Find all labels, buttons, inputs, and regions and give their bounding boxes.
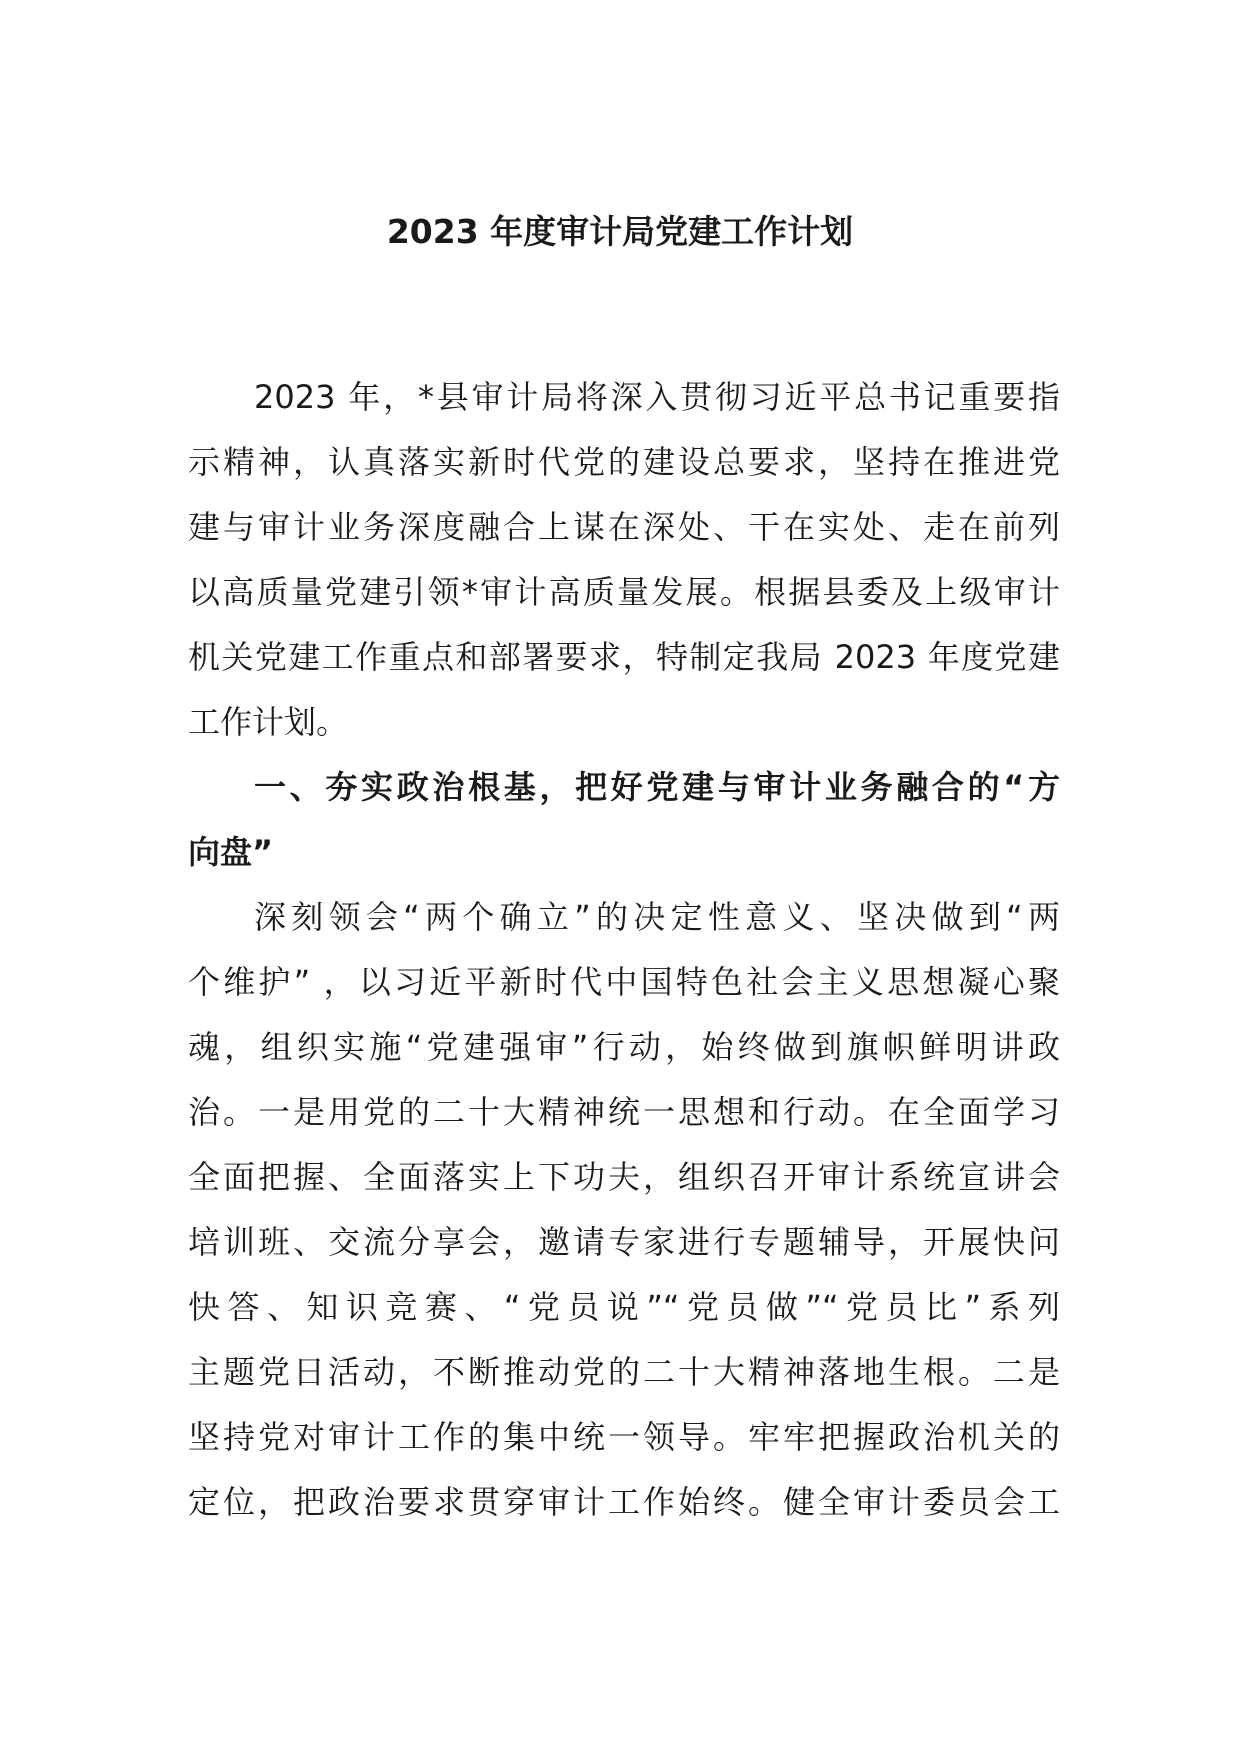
paragraph-line: 深刻领会“两个确立”的决定性意义、坚决做到“两 bbox=[254, 898, 1060, 936]
paragraph-line: 个维护” ，以习近平新时代中国特色社会主义思想凝心聚 bbox=[188, 963, 1060, 1001]
paragraph-line: 建与审计业务深度融合上谋在深处、干在实处、走在前列 bbox=[188, 508, 1060, 546]
section-heading-line: 一、夯实政治根基，把好党建与审计业务融合的“方 bbox=[254, 768, 1060, 806]
paragraph-line: 2023 年，*县审计局将深入贯彻习近平总书记重要指 bbox=[254, 378, 1060, 416]
paragraph-line: 主题党日活动，不断推动党的二十大精神落地生根。二是 bbox=[188, 1353, 1060, 1391]
paragraph-line: 魂，组织实施“党建强审”行动，始终做到旗帜鲜明讲政 bbox=[188, 1028, 1060, 1066]
paragraph-line: 全面把握、全面落实上下功夫，组织召开审计系统宣讲会 bbox=[188, 1158, 1060, 1196]
paragraph-line: 以高质量党建引领*审计高质量发展。根据县委及上级审计 bbox=[188, 573, 1060, 611]
paragraph-line: 坚持党对审计工作的集中统一领导。牢牢把握政治机关的 bbox=[188, 1418, 1060, 1456]
paragraph-line: 机关党建工作重点和部署要求，特制定我局 2023 年度党建 bbox=[188, 638, 1060, 676]
paragraph-line: 培训班、交流分享会，邀请专家进行专题辅导，开展快问 bbox=[188, 1223, 1060, 1261]
paragraph-line: 示精神，认真落实新时代党的建设总要求，坚持在推进党 bbox=[188, 443, 1060, 481]
document-title: 2023 年度审计局党建工作计划 bbox=[386, 212, 854, 251]
paragraph-line: 定位，把政治要求贯穿审计工作始终。健全审计委员会工 bbox=[188, 1483, 1060, 1521]
paragraph-line: 工作计划。 bbox=[188, 703, 349, 741]
section-heading-line: 向盘” bbox=[188, 833, 274, 871]
paragraph-line: 治。一是用党的二十大精神统一思想和行动。在全面学习 bbox=[188, 1093, 1060, 1131]
document-body bbox=[188, 365, 1060, 1535]
paragraph-line: 快答、知识竞赛、“党员说”“党员做”“党员比”系列 bbox=[188, 1288, 1060, 1326]
